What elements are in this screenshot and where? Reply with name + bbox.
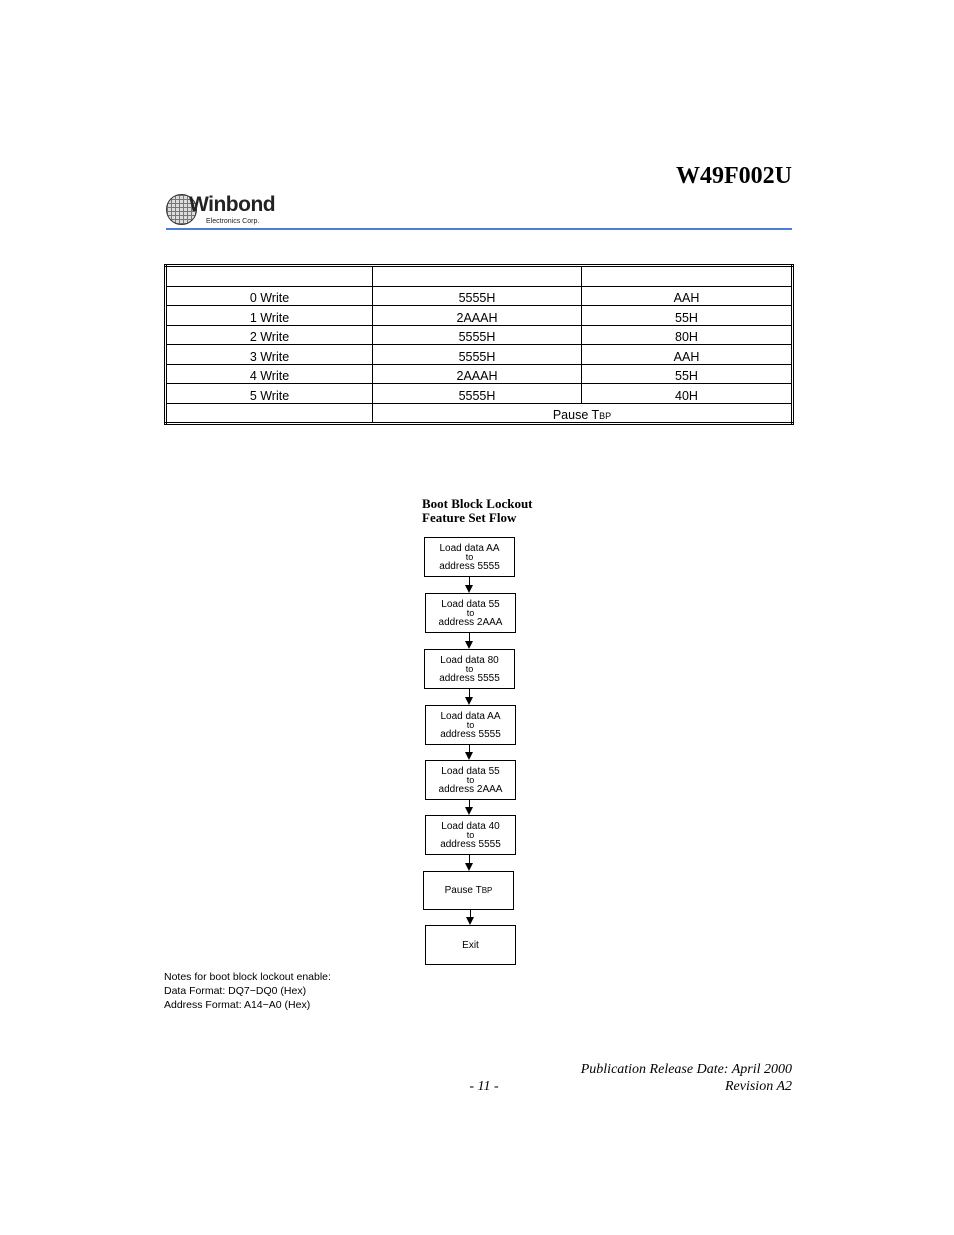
- flow-step-line1: Load data AA: [439, 542, 500, 554]
- flow-exit-label: Exit: [462, 939, 479, 951]
- flow-step-line1: Load data 40: [441, 820, 500, 832]
- notes-heading: Notes for boot block lockout enable:: [164, 971, 331, 983]
- flow-arrow: [465, 745, 475, 760]
- table-row: [166, 364, 793, 384]
- flow-pause-box: [423, 871, 514, 910]
- cycle-cell: 5 Write: [166, 384, 373, 404]
- winbond-logo: [166, 193, 276, 229]
- table-row: [166, 345, 793, 365]
- flow-pause-text: [445, 886, 493, 895]
- cycle-cell: 1 Write: [166, 306, 373, 326]
- flow-arrow: [465, 855, 475, 871]
- data-cell: 40H: [582, 384, 793, 404]
- flow-step-line2: to: [466, 774, 475, 785]
- address-cell: 5555H: [373, 384, 582, 404]
- address-cell: 5555H: [373, 345, 582, 365]
- data-cell: AAH: [582, 345, 793, 365]
- pause-cell: [373, 403, 793, 424]
- flow-pause-subscript: BP: [481, 886, 493, 895]
- flow-step-line2: to: [466, 607, 475, 618]
- header-rule: [166, 228, 792, 230]
- notes-data-format: Data Format: DQ7−DQ0 (Hex): [164, 985, 307, 997]
- table-header-row: [166, 266, 793, 287]
- address-cell: 2AAAH: [373, 306, 582, 326]
- revision: Revision A2: [724, 1079, 792, 1094]
- flow-step-box: [425, 760, 516, 800]
- logo-wordmark: Winbond: [189, 193, 276, 216]
- cycle-cell: 4 Write: [166, 364, 373, 384]
- flow-step-box: [424, 537, 515, 577]
- empty-cell: [166, 403, 373, 424]
- address-cell: 5555H: [373, 325, 582, 345]
- flowchart-title: [422, 497, 538, 525]
- publication-date: Publication Release Date: April 2000: [580, 1062, 792, 1077]
- flow-step-box: [424, 649, 515, 689]
- logo-subtitle: Electronics Corp.: [206, 218, 260, 225]
- data-cell: 55H: [582, 306, 793, 326]
- flow-step-line3: address 5555: [439, 672, 500, 684]
- document-title: W49F002U: [676, 163, 792, 189]
- flowchart-title-line2: Feature Set Flow: [422, 510, 517, 525]
- table-row: [166, 306, 793, 326]
- data-cell: AAH: [582, 286, 793, 306]
- table-row: [166, 384, 793, 404]
- pause-row: [166, 403, 793, 424]
- table-row: [166, 286, 793, 306]
- notes-block: [164, 970, 331, 1012]
- data-cell: 55H: [582, 364, 793, 384]
- header-cell: [582, 266, 793, 287]
- flow-step-line2: to: [466, 829, 475, 840]
- cycle-cell: 2 Write: [166, 325, 373, 345]
- flow-step-box: [425, 593, 516, 633]
- flow-step-line1: Load data AA: [440, 710, 501, 722]
- flow-pause-label: Pause T: [444, 885, 482, 896]
- header-cell: [373, 266, 582, 287]
- address-cell: 2AAAH: [373, 364, 582, 384]
- flow-arrow: [465, 800, 475, 815]
- header-cell: [166, 266, 373, 287]
- table-row: [166, 325, 793, 345]
- flow-step-line2: to: [465, 663, 474, 674]
- page-number: - 11 -: [469, 1079, 499, 1094]
- flow-step-line3: address 2AAA: [438, 783, 503, 795]
- cycle-cell: 0 Write: [166, 286, 373, 306]
- flow-step-box: [425, 705, 516, 745]
- data-cell: 80H: [582, 325, 793, 345]
- flow-arrow: [465, 689, 475, 705]
- pause-subscript: BP: [599, 411, 612, 421]
- pause-label: Pause T: [552, 408, 600, 422]
- flow-step-line1: Load data 55: [441, 598, 500, 610]
- flow-step-line3: address 5555: [439, 560, 500, 572]
- flow-step-line2: to: [465, 551, 474, 562]
- flowchart-title-line1: Boot Block Lockout: [422, 497, 533, 511]
- flow-exit-box: [425, 925, 516, 965]
- flow-arrow: [465, 633, 475, 649]
- flow-arrow: [466, 910, 476, 925]
- flow-step-box: [425, 815, 516, 855]
- notes-address-format: Address Format: A14−A0 (Hex): [164, 999, 311, 1011]
- command-sequence-table: [164, 264, 794, 425]
- flow-step-line1: Load data 55: [441, 765, 500, 777]
- flow-step-line3: address 5555: [440, 838, 501, 850]
- cycle-cell: 3 Write: [166, 345, 373, 365]
- flow-step-line2: to: [466, 719, 475, 730]
- flow-step-line1: Load data 80: [440, 654, 499, 666]
- address-cell: 5555H: [373, 286, 582, 306]
- flow-arrow: [465, 577, 475, 593]
- flow-step-line3: address 5555: [440, 728, 501, 740]
- flow-step-line3: address 2AAA: [438, 616, 503, 628]
